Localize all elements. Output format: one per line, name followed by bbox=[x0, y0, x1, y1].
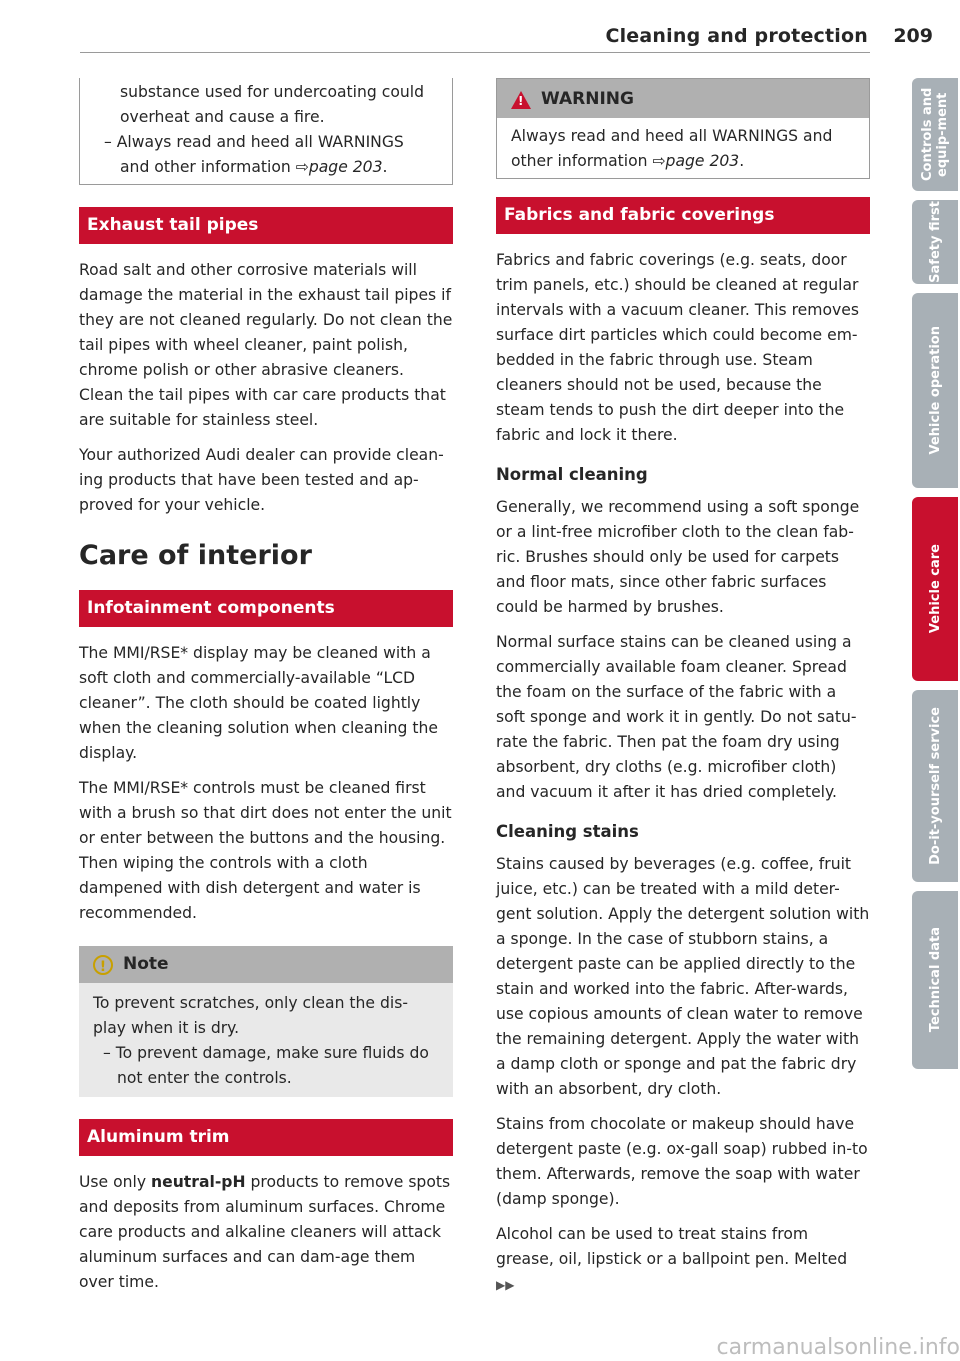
note-bullet: – To prevent damage, make sure fluids do not enter the controls. bbox=[103, 1044, 429, 1087]
warning-text-body: Always read and heed all WARNINGS and other information bbox=[511, 127, 833, 170]
running-header-title: Cleaning and protection bbox=[605, 25, 868, 47]
xref-arrow-icon: ⇨ bbox=[652, 152, 666, 170]
left-column bbox=[79, 78, 453, 1305]
note-paragraph: To prevent scratches, only clean the dis-play when it is dry. bbox=[93, 994, 408, 1037]
page-number: 209 bbox=[893, 25, 933, 47]
subheading-normal-cleaning: Normal cleaning bbox=[496, 465, 648, 484]
note-box bbox=[79, 946, 453, 1097]
tab-label: Safety first bbox=[927, 201, 943, 283]
infotainment-paragraph-1: The MMI/RSE* display may be cleaned with a soft cloth and commercially-available “LCD cleaner”. The cloth should be coated lightly when the cleaning solution when cleaning the display. bbox=[79, 644, 439, 762]
exhaust-paragraph-2: Your authorized Audi dealer can provide clean-ing products that have been tested and ap-proved for your vehicle. bbox=[79, 446, 444, 514]
warning-cont-line1: substance used for undercoating could bbox=[120, 83, 424, 101]
aluminum-text-bold: neutral-pH bbox=[151, 1173, 246, 1191]
exhaust-paragraph-1: Road salt and other corrosive materials will damage the material in the exhaust tail pipes if they are not cleaned regularly. Do not clean the tail pipes with wheel cleaner, paint polish, chrome polish or other abrasive cleaners. Clean the tail pipes with car care products that are suitable for stainless steel. bbox=[79, 261, 453, 429]
watermark: carmanualsonline.info bbox=[716, 1335, 960, 1360]
section-exhaust-tail-pipes-heading: Exhaust tail pipes bbox=[79, 207, 453, 244]
warning-period: . bbox=[739, 152, 745, 170]
header-rule bbox=[80, 52, 870, 53]
tab-controls-and-equipment[interactable] bbox=[912, 78, 958, 191]
tab-label: Vehicle operation bbox=[927, 326, 943, 455]
right-column bbox=[496, 78, 870, 1308]
note-circle-icon: ! bbox=[93, 955, 113, 975]
normal-paragraph-2: Normal surface stains can be cleaned using a commercially available foam cleaner. Spread the foam on the surface of the fabric with a soft sponge and work it in gently. Do not satu-rate the fabric. Then pat the foam dry using absorbent, dry cloths (e.g. microfiber cloth) and vacuum it after it has dried completely. bbox=[496, 633, 857, 801]
chapter-heading-care-of-interior: Care of interior bbox=[79, 540, 312, 571]
page-ref-link[interactable]: page 203 bbox=[665, 152, 740, 170]
tab-vehicle-operation[interactable] bbox=[912, 293, 958, 488]
warning-cont-bullet-text: – Always read and heed all WARNINGS and other information bbox=[104, 133, 404, 176]
warning-title: WARNING bbox=[541, 89, 634, 109]
stains-paragraph-3-text: Alcohol can be used to treat stains from grease, oil, lipstick or a ballpoint pen. Melted bbox=[496, 1225, 848, 1268]
page-ref-link[interactable]: page 203 bbox=[308, 158, 383, 176]
fabrics-paragraph-1: Fabrics and fabric coverings (e.g. seats, door trim panels, etc.) should be cleaned at regular intervals with a vacuum cleaner. This removes surface dirt particles which could become em-bedded in the fabric through use. Steam cleaners should not be used, because the steam tends to push the dirt deeper into the fabric and lock it there. bbox=[496, 251, 859, 444]
tab-safety-first[interactable] bbox=[912, 200, 958, 284]
infotainment-paragraph-2: The MMI/RSE* controls must be cleaned first with a brush so that dirt does not enter the unit or enter between the buttons and the housing. Then wiping the controls with a cloth dampened with dish detergent and water is recommended. bbox=[79, 779, 452, 922]
tab-technical-data[interactable] bbox=[912, 891, 958, 1069]
note-header bbox=[79, 946, 453, 983]
chapter-tabs bbox=[912, 78, 960, 1078]
subheading-cleaning-stains: Cleaning stains bbox=[496, 822, 639, 841]
warning-cont-line2: overheat and cause a fire. bbox=[120, 108, 325, 126]
warning-cont-bullet bbox=[94, 130, 438, 180]
warning-text bbox=[511, 124, 855, 174]
warning-box bbox=[496, 78, 870, 179]
section-fabrics-heading: Fabrics and fabric coverings bbox=[496, 197, 870, 234]
xref-arrow-icon: ⇨ bbox=[295, 158, 309, 176]
note-title: Note bbox=[123, 954, 169, 974]
tab-do-it-yourself-service[interactable] bbox=[912, 690, 958, 882]
warning-header bbox=[497, 79, 869, 118]
stains-paragraph-1: Stains caused by beverages (e.g. coffee, fruit juice, etc.) can be treated with a mild deter-gent solution. Apply the detergent solution with a sponge. In the case of stubborn stains, a detergent paste can be applied directly to the stain and worked into the fabric. After-wards, use copious amounts of clean water to remove the remaining detergent. Apply the water with a damp cloth or sponge and pat the fabric dry with an absorbent, dry cloth. bbox=[496, 855, 870, 1098]
continue-arrow-icon: ▶▶ bbox=[496, 1278, 515, 1292]
aluminum-text-post: products to remove spots and deposits from aluminum surfaces. Chrome care products and alkaline cleaners will attack aluminum surfaces and can dam-age them over time. bbox=[79, 1173, 451, 1291]
tab-label: Technical data bbox=[927, 927, 943, 1033]
tab-vehicle-care[interactable] bbox=[912, 497, 958, 681]
section-infotainment-heading: Infotainment components bbox=[79, 590, 453, 627]
stains-paragraph-3 bbox=[496, 1222, 870, 1298]
warning-triangle-icon: ! bbox=[511, 91, 531, 109]
section-aluminum-trim-heading: Aluminum trim bbox=[79, 1119, 453, 1156]
warning-cont-period: . bbox=[382, 158, 388, 176]
aluminum-paragraph bbox=[79, 1170, 453, 1295]
stains-paragraph-2: Stains from chocolate or makeup should have detergent paste (e.g. ox-gall soap) rubbed in-to them. Afterwards, remove the soap with water (damp sponge). bbox=[496, 1115, 868, 1208]
tab-label: Vehicle care bbox=[927, 544, 943, 634]
normal-paragraph-1: Generally, we recommend using a soft sponge or a lint-free microfiber cloth to the clean fab-ric. Brushes should only be used for carpets and floor mats, since other fabric surfaces could be harmed by brushes. bbox=[496, 498, 860, 616]
aluminum-text-pre: Use only bbox=[79, 1173, 152, 1191]
warning-continuation-box bbox=[79, 78, 453, 185]
tab-label: Controls and equip-ment bbox=[920, 87, 950, 182]
tab-label: Do-it-yourself service bbox=[927, 707, 943, 865]
